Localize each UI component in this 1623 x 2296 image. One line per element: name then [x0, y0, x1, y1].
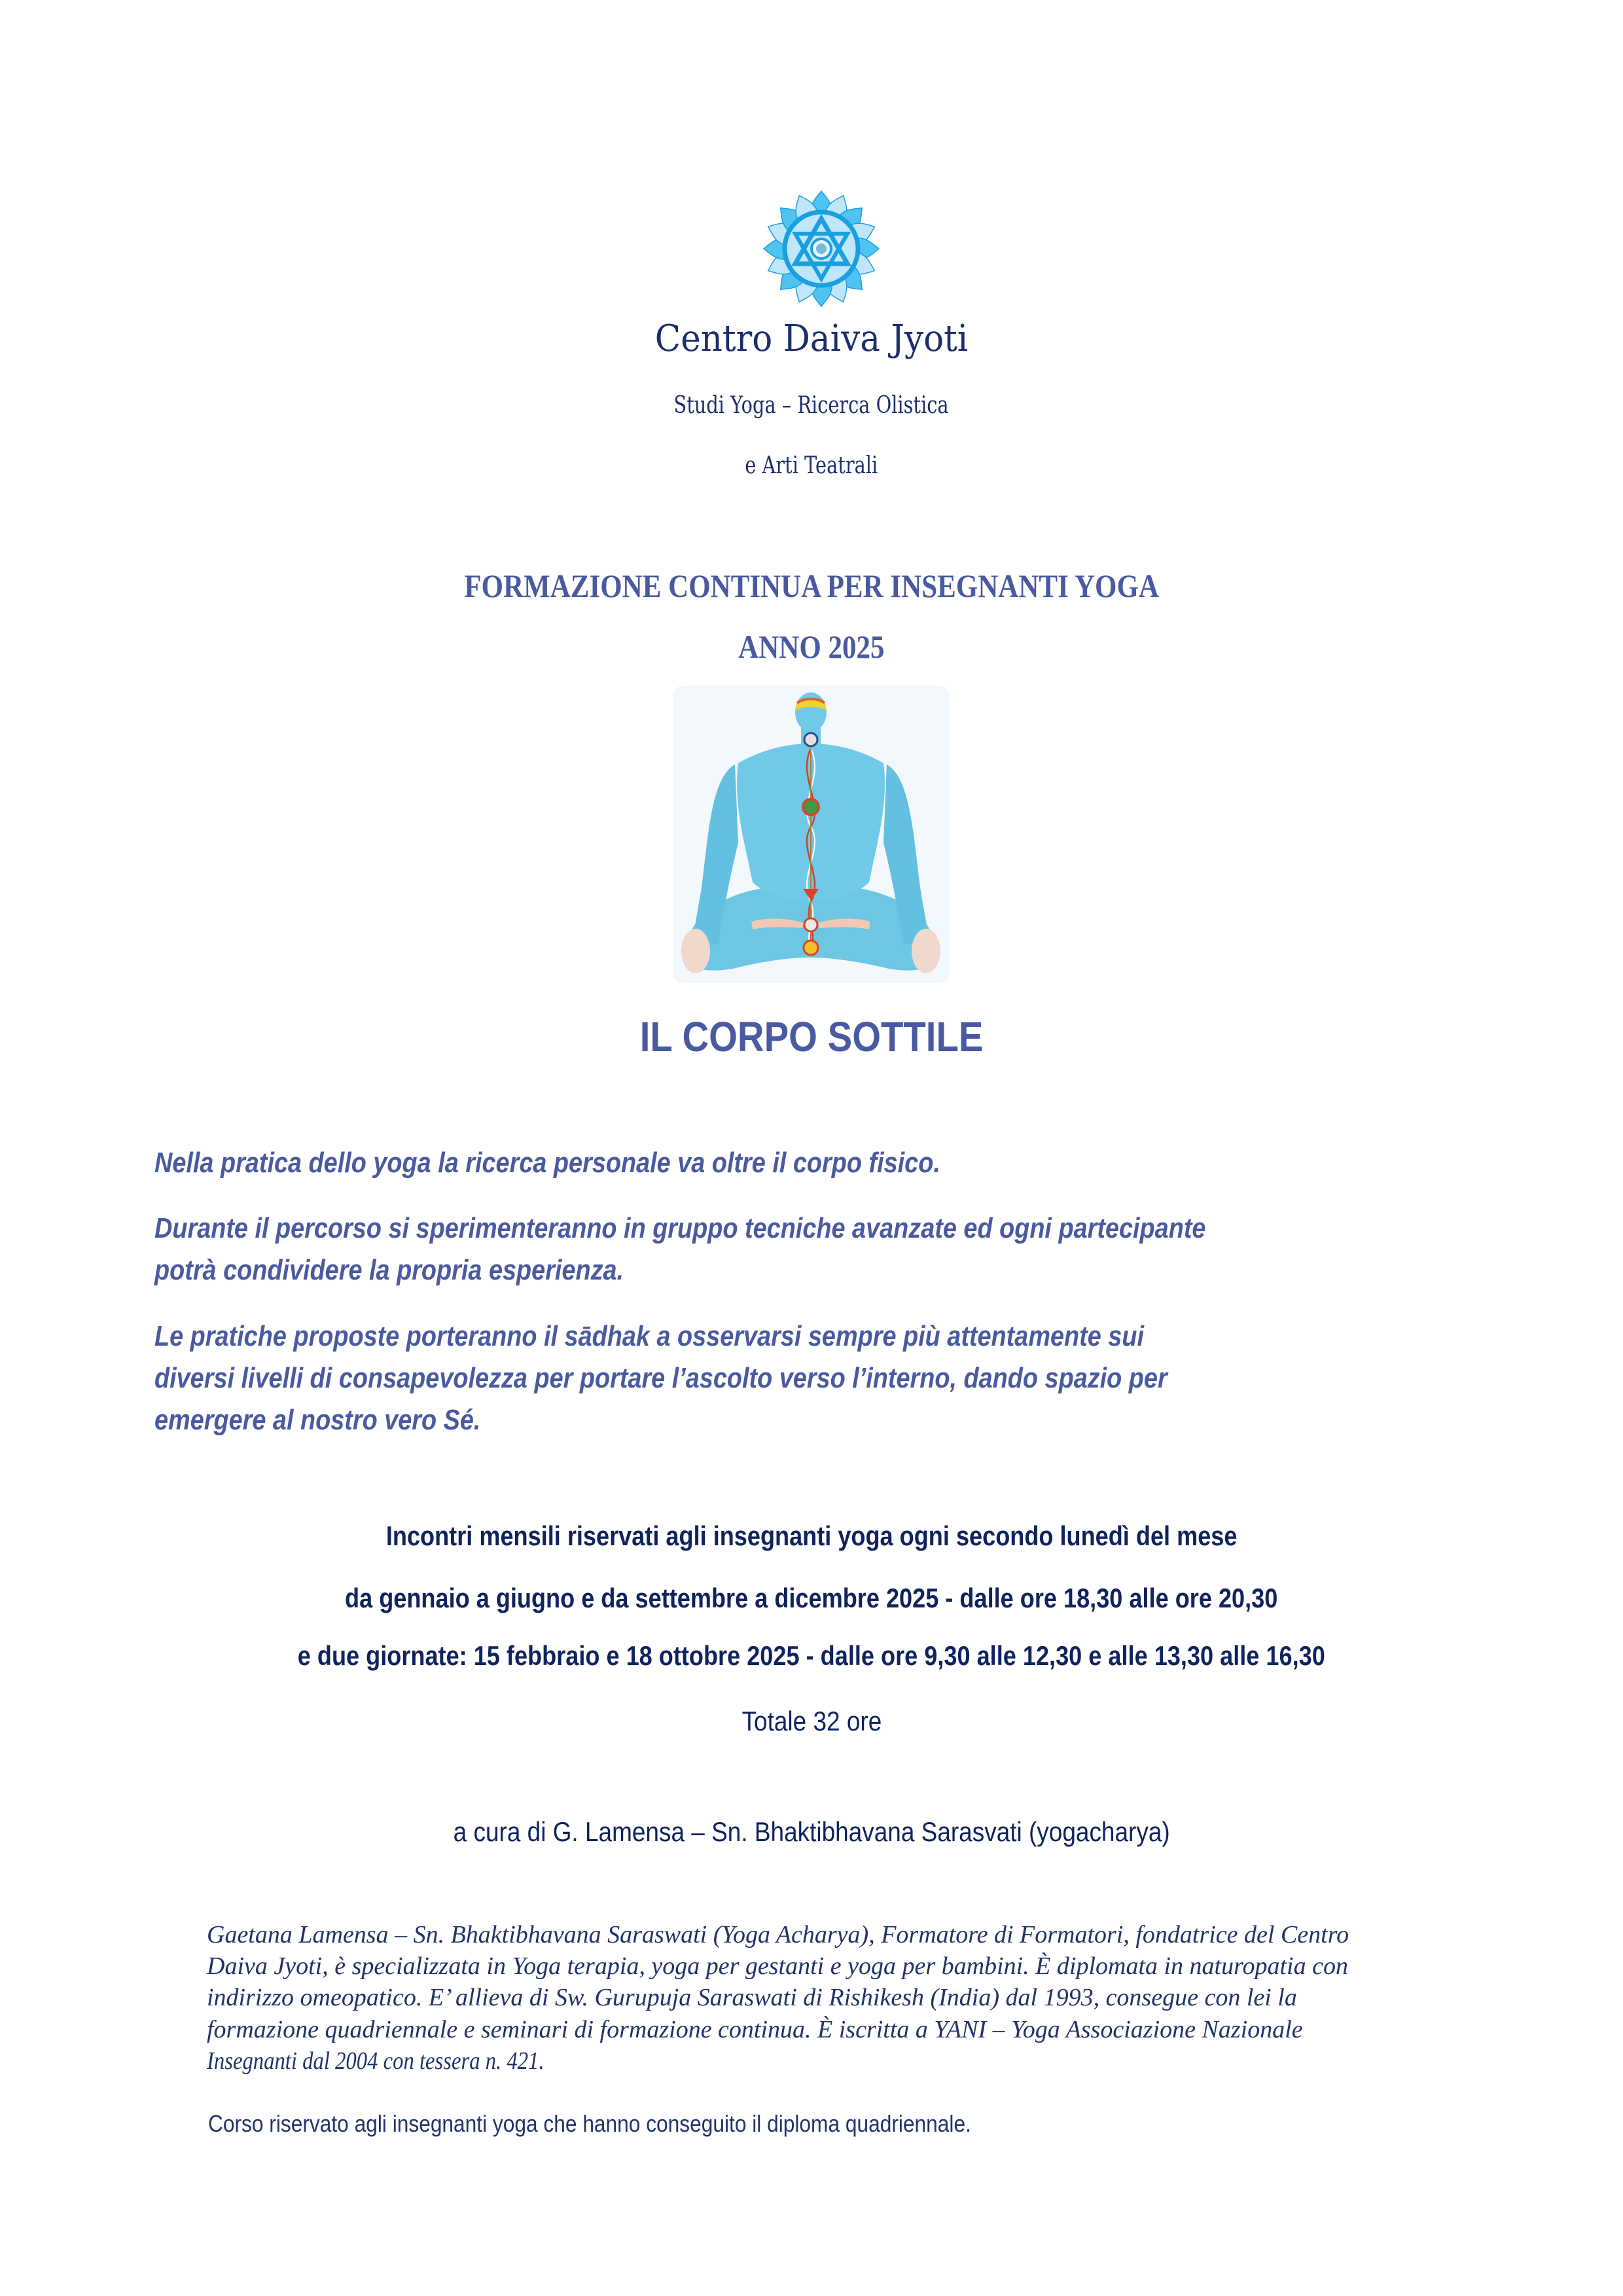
total-hours-text: Totale 32 ore: [741, 1706, 882, 1736]
curator-line: [0, 1816, 1623, 1848]
schedule-line-2-text: da gennaio a giugno e da settembre a dicembre 2025 - dalle ore 18,30 alle ore 20,30: [345, 1583, 1278, 1613]
intro-line: diversi livelli di consapevolezza per portare l’ascolto verso l’interno, dando spazio per: [154, 1362, 1168, 1394]
brand-subtitle-1: [0, 391, 1623, 420]
intro-paragraph-1: [154, 1142, 1476, 1184]
schedule-line-2: [0, 1582, 1623, 1615]
bio-line: Daiva Jyoti, è specializzata in Yoga terapia, yoga per gestanti e yoga per bambini. È diplomata in naturopatia con: [207, 1952, 1348, 1981]
year-heading: [0, 629, 1623, 664]
intro-line: Nella pratica dello yoga la ricerca personale va oltre il corpo fisico.: [154, 1147, 940, 1179]
year-heading-text: ANNO 2025: [738, 628, 885, 665]
chakra-lotus-logo-icon: [762, 190, 880, 308]
schedule-line-3: [0, 1640, 1623, 1672]
schedule-line-1-text: Incontri mensili riservati agli insegnanti yoga ogni secondo lunedì del mese: [385, 1520, 1238, 1551]
biography: [207, 1919, 1470, 2077]
program-heading: [0, 568, 1623, 603]
intro-paragraph-3: [154, 1316, 1476, 1441]
main-title: [0, 1013, 1623, 1060]
intro-line: Le pratiche proposte porteranno il sādhak a osservarsi sempre più attentamente sui: [154, 1320, 1144, 1352]
intro-paragraph-2: [154, 1208, 1476, 1291]
schedule-line-1: [0, 1520, 1623, 1552]
main-title-text: IL CORPO SOTTILE: [639, 1013, 984, 1060]
seated-yogi-chakras-illustration-icon: [673, 686, 949, 983]
intro-line: emergere al nostro vero Sé.: [154, 1404, 481, 1436]
brand-subtitle-2: [0, 452, 1623, 480]
intro-line: potrà condividere la propria esperienza.: [154, 1254, 624, 1286]
schedule-line-3-text: e due giornate: 15 febbraio e 18 ottobre 2025 - dalle ore 9,30 alle 12,30 e alle 13,30 alle 16,30: [297, 1640, 1326, 1671]
curator-text: a cura di G. Lamensa – Sn. Bhaktibhavana Sarasvati (yogacharya): [453, 1816, 1170, 1847]
total-hours: [0, 1705, 1623, 1738]
brand-name-text: Centro Daiva Jyoti: [654, 317, 969, 360]
bio-line: Gaetana Lamensa – Sn. Bhaktibhavana Saraswati (Yoga Acharya), Formatore di Formatori, fondatrice del Centro: [207, 1921, 1349, 1948]
program-heading-text: FORMAZIONE CONTINUA PER INSEGNANTI YOGA: [464, 567, 1159, 604]
brand-name: [0, 318, 1623, 360]
bio-line: Insegnanti dal 2004 con tessera n. 421.: [207, 2047, 544, 2075]
intro-line: Durante il percorso si sperimenteranno in gruppo tecniche avanzate ed ogni partecipante: [154, 1212, 1206, 1244]
course-note: Corso riservato agli insegnanti yoga che hanno conseguito il diploma quadriennale.: [208, 2110, 971, 2137]
brand-subtitle-2-text: e Arti Teatrali: [745, 452, 878, 479]
bio-line: indirizzo omeopatico. E’ allieva di Sw. Gurupuja Saraswati di Rishikesh (India) dal 1993, consegue con lei la: [207, 1984, 1297, 2012]
brand-subtitle-1-text: Studi Yoga – Ricerca Olistica: [673, 392, 949, 419]
bio-line: formazione quadriennale e seminari di formazione continua. È iscritta a YANI – Yoga Associazione Nazionale: [207, 2015, 1303, 2043]
